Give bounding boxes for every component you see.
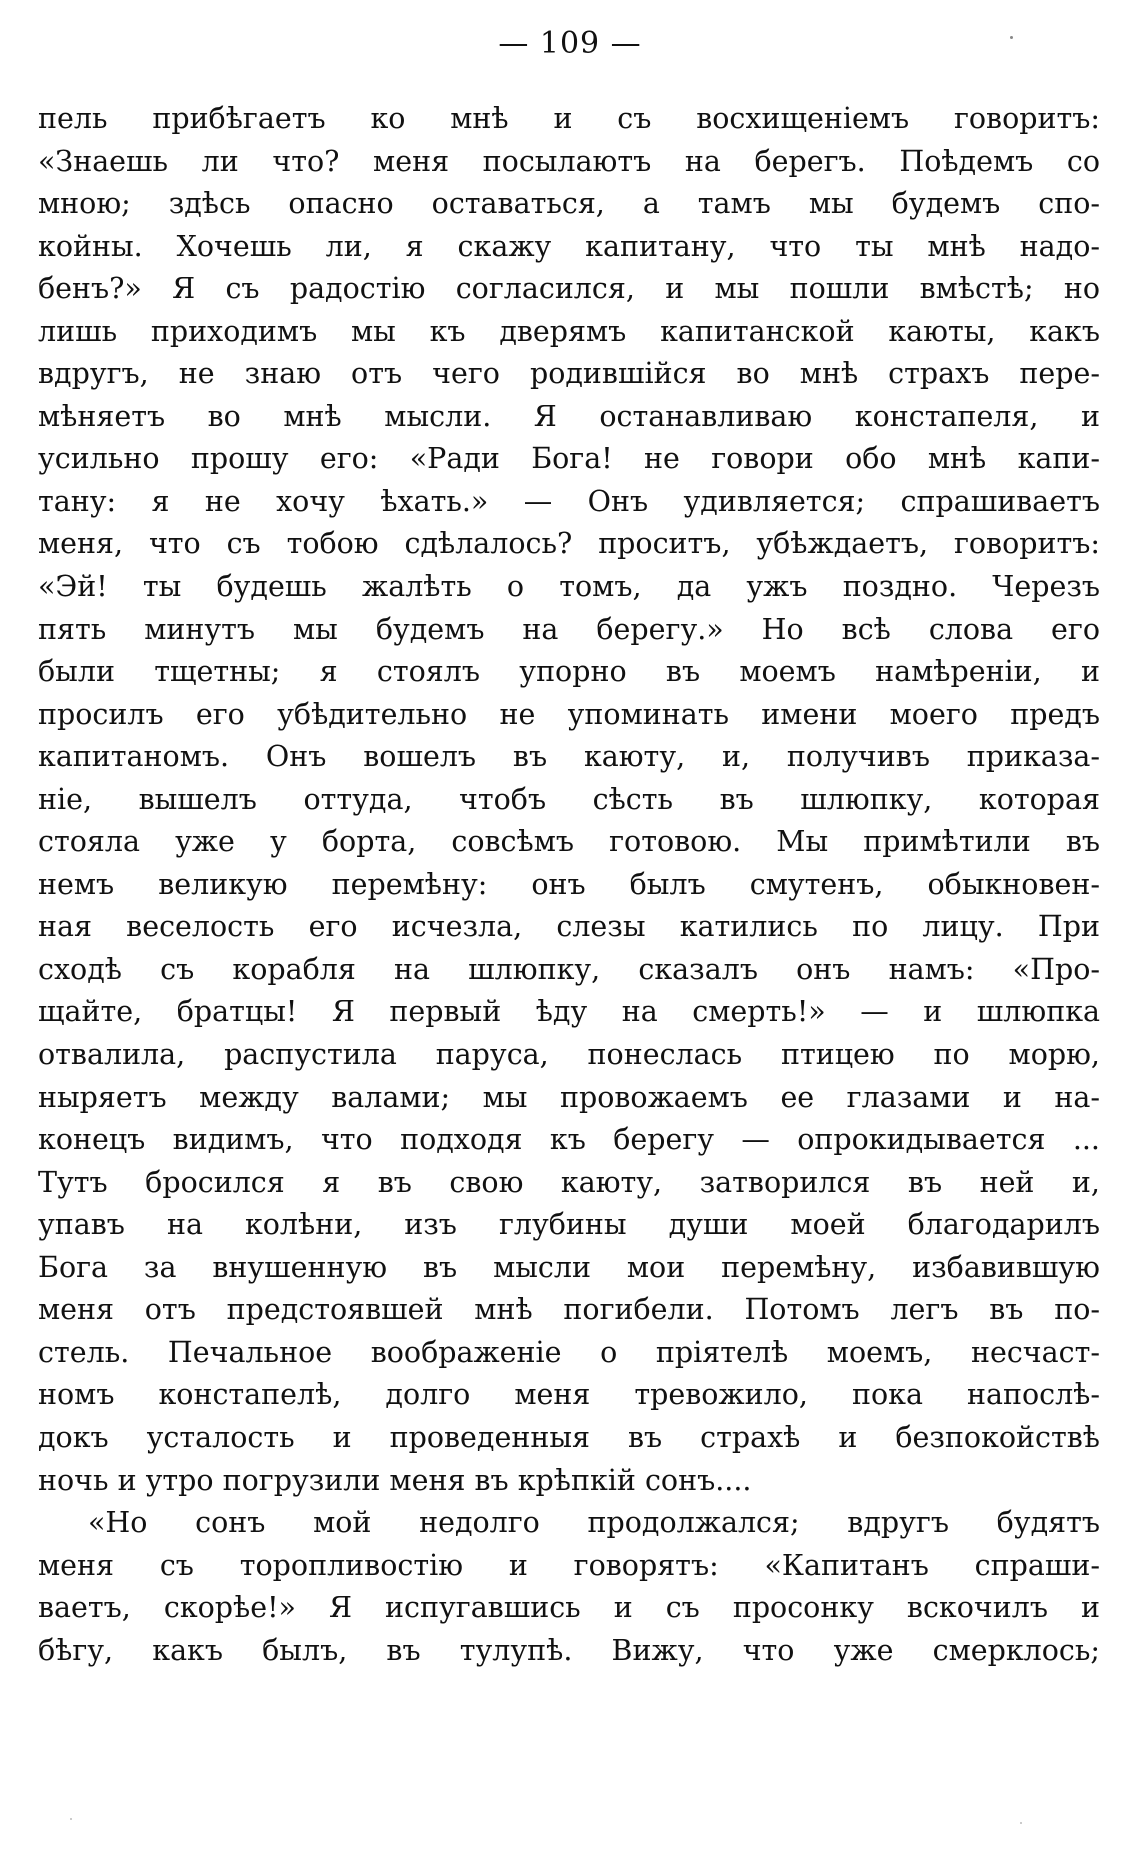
text-line: усильно прошу его: «Ради Бога! не говори обо мнѣ капи- [38,442,1100,476]
text-line: ваетъ, скорѣе!» Я испугавшись и съ просонку вскочилъ и [38,1591,1100,1625]
text-line: Бога за внушенную въ мысли мои перемѣну, избавившую [38,1250,1100,1284]
text-line: просилъ его убѣдительно не упоминать имени моего предъ [38,697,1100,731]
text-line: стель. Печальное воображеніе о пріятелѣ моемъ, несчаст- [38,1335,1100,1369]
text-line: мною; здѣсь опасно оставаться, а тамъ мы будемъ спо- [38,187,1100,221]
text-line: меня, что съ тобою сдѣлалось? проситъ, убѣждаетъ, говоритъ: [38,527,1100,561]
paragraph-end-line: ночь и утро погрузили меня въ крѣпкій сонъ.... [38,1463,752,1497]
text-line: конецъ видимъ, что подходя къ берегу — опрокидывается ... [38,1123,1100,1157]
text-line: номъ констапелѣ, долго меня тревожило, пока напослѣ- [38,1378,1100,1412]
text-line: немъ великую перемѣну: онъ былъ смутенъ, обыкновен- [38,867,1100,901]
text-line: стояла уже у борта, совсѣмъ готовою. Мы примѣтили въ [38,825,1100,859]
ink-speck [70,1818,72,1820]
text-line: вдругъ, не знаю отъ чего родившійся во мнѣ страхъ пере- [38,357,1100,391]
text-line: были тщетны; я стоялъ упорно въ моемъ намѣреніи, и [38,655,1100,689]
text-line: пять минутъ мы будемъ на берегу.» Но всѣ слова его [38,612,1100,646]
page-number: — 109 — [498,26,642,61]
text-line: капитаномъ. Онъ вошелъ въ каюту, и, получивъ приказа- [38,740,1100,774]
text-line: койны. Хочешь ли, я скажу капитану, что ты мнѣ надо- [38,229,1100,263]
paragraph-start-line: «Но сонъ мой недолго продолжался; вдругъ будятъ [88,1506,1100,1540]
text-line: ныряетъ между валами; мы провожаемъ ее глазами и на- [38,1080,1100,1114]
text-line: бенъ?» Я съ радостію согласился, и мы пошли вмѣстѣ; но [38,272,1100,306]
text-line: ніе, вышелъ оттуда, чтобъ сѣсть въ шлюпку, которая [38,782,1100,816]
text-line: бѣгу, какъ былъ, въ тулупѣ. Вижу, что уже смерклось; [38,1633,1100,1667]
text-line: пель прибѣгаетъ ко мнѣ и съ восхищеніемъ говоритъ: [38,102,1100,135]
text-line: тану: я не хочу ѣхать.» — Онъ удивляется; спрашиваетъ [38,484,1100,518]
text-line: отвалила, распустила паруса, понеслась птицею по морю, [38,1038,1100,1072]
text-line: сходѣ съ корабля на шлюпку, сказалъ онъ намъ: «Про- [38,952,1100,986]
text-line: лишь приходимъ мы къ дверямъ капитанской каюты, какъ [38,314,1100,348]
text-line: мѣняетъ во мнѣ мысли. Я останавливаю констапеля, и [38,399,1100,433]
text-line: «Эй! ты будешь жалѣть о томъ, да ужъ поздно. Черезъ [38,570,1100,604]
text-line: меня отъ предстоявшей мнѣ погибели. Потомъ легъ въ по- [38,1293,1100,1327]
ink-speck [1010,36,1013,39]
text-line: Тутъ бросился я въ свою каюту, затворился въ ней и, [38,1165,1100,1199]
ink-speck [1020,1822,1022,1824]
text-line: меня съ торопливостію и говорятъ: «Капитанъ спраши- [38,1548,1100,1582]
text-line: упавъ на колѣни, изъ глубины души моей благодарилъ [38,1208,1100,1242]
text-line: ная веселость его исчезла, слезы катились по лицу. При [38,910,1100,944]
text-line: «Знаешь ли что? меня посылаютъ на берегъ. Поѣдемъ со [38,144,1100,178]
text-line: щайте, братцы! Я первый ѣду на смерть!» — и шлюпка [38,995,1100,1029]
page-text [38,98,1100,1672]
text-line: докъ усталость и проведенныя въ страхѣ и безпокойствѣ [38,1420,1100,1454]
